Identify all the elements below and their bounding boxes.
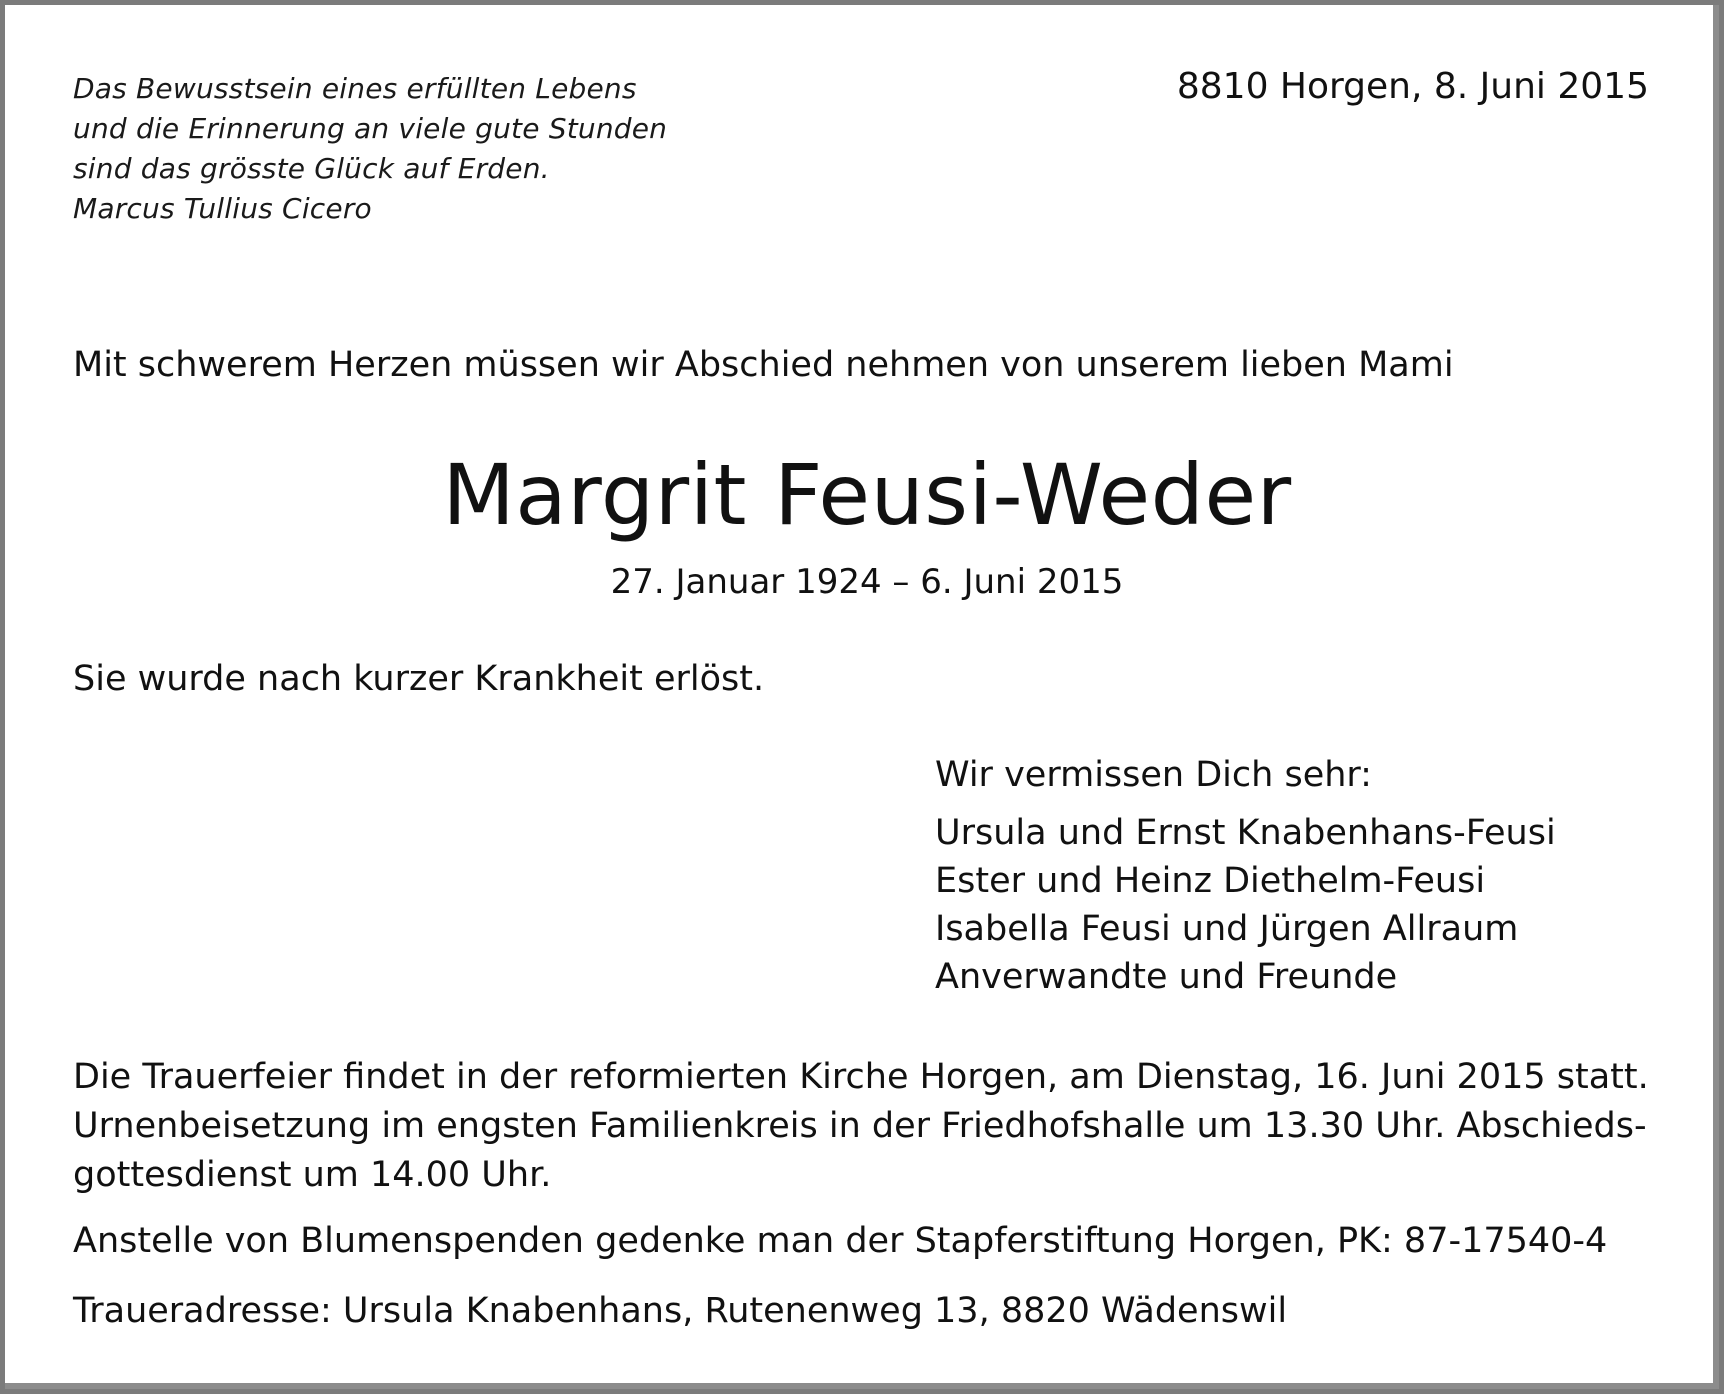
ceremony-line: Urnenbeisetzung im engsten Familienkreis in der Friedhofshalle um 13.30 Uhr. Abschieds- — [73, 1106, 1647, 1146]
ceremony-line: gottesdienst um 14.00 Uhr. — [73, 1155, 552, 1195]
quote-line: und die Erinnerung an viele gute Stunden — [73, 112, 668, 145]
quote-line: sind das grösste Glück auf Erden. — [73, 152, 550, 185]
frame-shadow-bottom — [5, 1383, 1719, 1389]
mourner-entry: Anverwandte und Freunde — [935, 957, 1398, 997]
frame-shadow-right — [1713, 5, 1719, 1389]
mourners-heading: Wir vermissen Dich sehr: — [935, 755, 1372, 795]
deceased-name: Margrit Feusi-Weder — [442, 446, 1292, 544]
cicero-quote — [73, 69, 667, 229]
mourner-entry: Isabella Feusi und Jürgen Allraum — [935, 909, 1519, 949]
mourner-entry: Ester und Heinz Diethelm-Feusi — [935, 861, 1486, 901]
mourning-address: Traueradresse: Ursula Knabenhans, Rutenenweg 13, 8820 Wädenswil — [73, 1291, 1288, 1331]
ceremony-details — [73, 1053, 1673, 1200]
quote-author: Marcus Tullius Cicero — [73, 192, 372, 225]
place-date-line: 8810 Horgen, 8. Juni 2015 — [1176, 66, 1649, 107]
relief-statement: Sie wurde nach kurzer Krankheit erlöst. — [73, 659, 765, 699]
mourners-list — [935, 751, 1556, 1001]
ceremony-line: Die Trauerfeier findet in der reformierten Kirche Horgen, am Dienstag, 16. Juni 2015 statt. — [73, 1057, 1649, 1097]
donation-note: Anstelle von Blumenspenden gedenke man der Stapferstiftung Horgen, PK: 87-17540-4 — [73, 1221, 1608, 1261]
life-dates: 27. Januar 1924 – 6. Juni 2015 — [610, 562, 1124, 602]
quote-line: Das Bewusstsein eines erfüllten Lebens — [73, 72, 637, 105]
mourner-entry: Ursula und Ernst Knabenhans-Feusi — [935, 813, 1556, 853]
farewell-intro: Mit schwerem Herzen müssen wir Abschied nehmen von unserem lieben Mami — [73, 345, 1454, 385]
